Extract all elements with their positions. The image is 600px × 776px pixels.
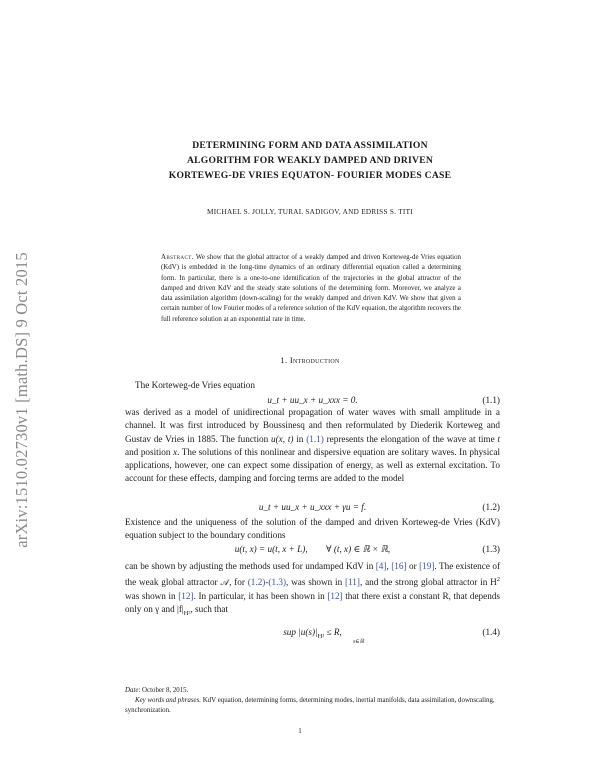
footnote-label: Date — [125, 687, 139, 694]
text-run: . In particular, it has been shown in — [193, 590, 328, 601]
equation-body: sup $|u(s)|_{H^2} \le R$, — [283, 627, 342, 640]
text-run: , — [386, 561, 392, 571]
equation-subscript: s∈ℝ — [353, 639, 365, 645]
title-line: KORTEWEG-DE VRIES EQUATON- FOURIER MODES CASE — [168, 170, 452, 181]
page-number: 1 — [298, 727, 302, 735]
citation-link[interactable]: [16] — [391, 561, 407, 571]
title-line: ALGORITHM FOR WEAKLY DAMPED AND DRIVEN — [186, 155, 434, 166]
citation-link[interactable]: [4] — [375, 561, 387, 571]
text-run: , was shown in — [286, 577, 345, 588]
math-run: ≤ R, — [324, 627, 342, 637]
equation-tag: (1.3) — [482, 544, 500, 554]
text-run: was shown in — [125, 590, 179, 601]
math-run: x — [173, 446, 178, 457]
section-title: Introduction — [289, 355, 340, 365]
citation-link[interactable]: [12] — [327, 590, 343, 601]
equation-body: u(t, x) = u(t, x + L), ∀ (t, x) ∈ ℝ × ℝ, — [234, 544, 391, 554]
math-run: t — [497, 433, 501, 444]
text-run: or — [406, 561, 420, 571]
section-heading — [120, 355, 500, 365]
equation-1-3 — [125, 544, 500, 556]
text-run: represents the elongation of the wave at time — [323, 433, 498, 444]
equation-reference-link[interactable]: (1.1) — [306, 433, 324, 444]
abstract-heading: Abstract. — [161, 254, 194, 261]
text-run: and position — [125, 446, 173, 457]
equation-1-2 — [125, 502, 500, 514]
math-run: u(x, t) — [271, 433, 294, 444]
footnote-date — [125, 686, 500, 696]
paragraph: Existence and the uniqueness of the solution of the damped and driven Korteweg-de Vries (KdV) equation subject to the boundary conditions — [125, 517, 500, 541]
text-run: . The existence of the weak global attractor 𝒜, for — [125, 561, 501, 588]
equation-reference-link[interactable]: (1.2) — [247, 577, 266, 588]
section-number: 1. — [280, 355, 288, 365]
footnote-label: Key words and phrases. — [135, 697, 201, 704]
citation-link[interactable]: [11] — [345, 577, 360, 588]
paper-title — [120, 138, 500, 183]
equation-tag: (1.2) — [482, 502, 500, 512]
equation-body: u_t + uu_x + u_xxx = 0. — [267, 395, 358, 405]
equation-reference-link[interactable]: (1.3) — [268, 577, 287, 588]
equation-tag: (1.4) — [482, 627, 500, 637]
arxiv-identifier-sidebar — [2, 180, 42, 620]
abstract — [161, 253, 461, 325]
paragraph — [125, 406, 500, 486]
text-run: - — [265, 577, 269, 588]
footnote-keywords — [125, 696, 500, 715]
footnote-text: : October 8, 2015. — [138, 687, 189, 694]
citation-link[interactable]: [19] — [419, 561, 435, 571]
paragraph: can be shown by adjusting the methods used for undamped KdV in [4], [16] or [19]. The existence of the weak global attractor 𝒜, for (1.2)-(1.3), was shown in [11], and the strong global attractor in $H^2$ was shown in [12]. In particular, it has been shown in [12] that there exist a constant R, that depends only on γ and $|f|_{H^2}$, such that — [125, 561, 501, 617]
text-run: was derived as a model of unidirectional propagation of water waves with small amplitude in a channel. It was first introduced by Boussinesq and then reformulated by Diederik Korteweg and Gustav de Vries in 1885. The function — [125, 407, 500, 444]
authors: MICHAEL S. JOLLY, TURAL SADIGOV, AND EDRISS S. TITI — [207, 208, 413, 216]
footnote-text: KdV equation, determining forms, determining modes, inertial manifolds, data assimilation, downscaling, synchronization. — [125, 697, 495, 714]
citation-link[interactable]: [12] — [178, 590, 194, 601]
text-run: . The solutions of this nonlinear and dispersive equation are solitary waves. In physical applications, however, one can expect some dissipation of energy, as well as external excitation. To account for these effects, damping and forcing terms are added to the model — [125, 446, 500, 484]
text-run: , such that — [190, 603, 228, 614]
abstract-text: We show that the global attractor of a weakly damped and driven Korteweg-de Vries equation (KdV) is embedded in the long-time dynamics of an ordinary differential equation called a determining form. In particular, there is a one-to-one identification of the trajectories in the global attractor of the damped and driven KdV and the steady state solutions of the determining form. Moreover, we analyze a data assimilation algorithm (down-scaling) for the weakly damped and driven KdV. We show that given a certain number of low Fourier modes of a reference solution of the KdV equation, the algorithm recovers the full reference solution at an exponential rate in time. — [161, 254, 461, 323]
arxiv-id: arXiv:1510.02730v1 [math.DS] 9 Oct 2015 — [12, 252, 31, 548]
text-run: , and the strong global attractor in H — [359, 577, 497, 588]
intro-sentence: The Korteweg-de Vries equation — [135, 380, 255, 390]
text-run: that there exist a constant R, that depends only on γ and |f| — [125, 590, 500, 614]
math-run: sup |u(s)| — [283, 627, 318, 637]
text-run: can be shown by adjusting the methods used for undamped KdV in — [125, 561, 376, 571]
text-run: in — [293, 433, 307, 444]
equation-body: u_t + uu_x + u_xxx + γu = f. — [258, 502, 367, 512]
equation-1-4 — [125, 627, 500, 649]
equation-tag: (1.1) — [482, 395, 500, 405]
title-line: DETERMINING FORM AND DATA ASSIMILATION — [192, 140, 428, 151]
